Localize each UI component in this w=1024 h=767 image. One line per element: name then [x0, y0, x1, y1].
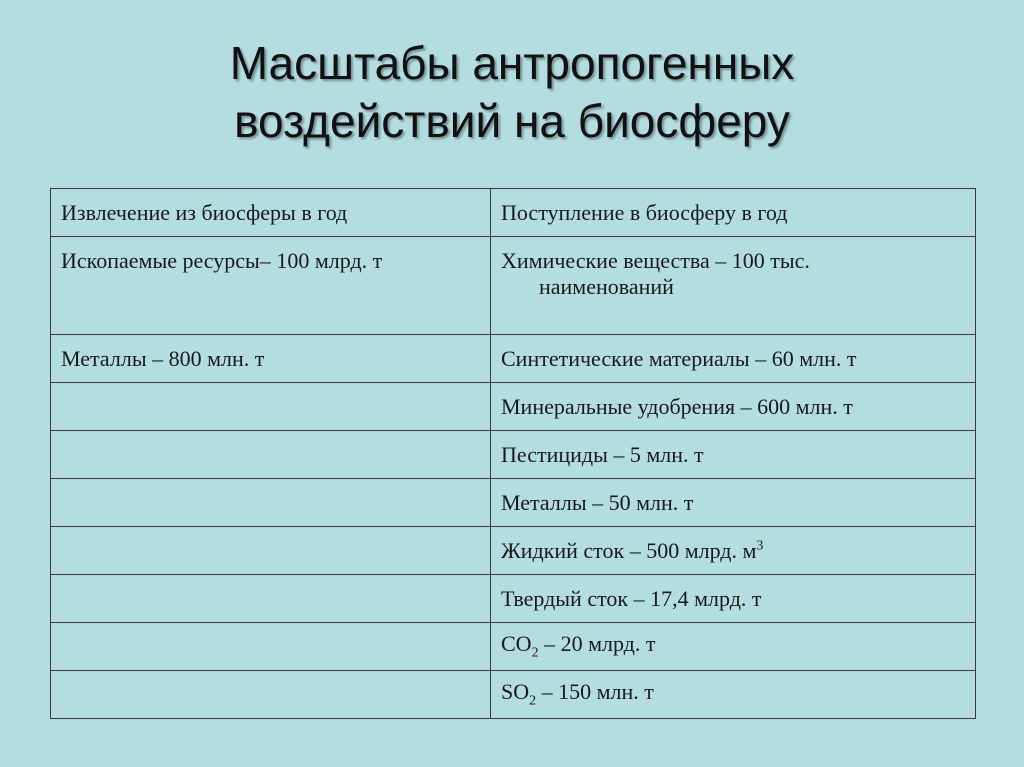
table-row [51, 527, 976, 575]
co2-subscript: 2 [531, 645, 539, 661]
co2-amount: – 20 млрд. т [538, 631, 656, 657]
cell-extraction-fossil: Ископаемые ресурсы– 100 млрд. т [51, 237, 491, 335]
cell-extraction-empty [51, 575, 491, 623]
cell-input-chemicals-line-1: Химические вещества – 100 тыс. [501, 248, 810, 273]
header-extraction: Извлечение из биосферы в год [51, 189, 491, 237]
table-header-row [51, 189, 976, 237]
table-row [51, 671, 976, 719]
cell-input-fertilizers: Минеральные удобрения – 600 млн. т [491, 383, 976, 431]
cell-input-metals: Металлы – 50 млн. т [491, 479, 976, 527]
cell-extraction-empty [51, 479, 491, 527]
slide-title-line-1: Масштабы антропогенных [229, 37, 795, 89]
so2-amount: – 150 млн. т [536, 679, 654, 705]
table-row [51, 431, 976, 479]
cell-input-chemicals [491, 237, 976, 335]
table-row [51, 237, 976, 335]
header-input: Поступление в биосферу в год [491, 189, 976, 237]
so2-formula: SO [501, 679, 530, 705]
cell-input-synthetic: Синтетические материалы – 60 млн. т [491, 335, 976, 383]
cell-extraction-metals: Металлы – 800 млн. т [51, 335, 491, 383]
cell-extraction-empty [51, 431, 491, 479]
biosphere-impact-table [50, 188, 976, 719]
table-row [51, 335, 976, 383]
table-row [51, 479, 976, 527]
cell-input-so2 [491, 671, 976, 719]
cubic-superscript: 3 [756, 538, 764, 554]
cell-input-solid-runoff: Твердый сток – 17,4 млрд. т [491, 575, 976, 623]
so2-subscript: 2 [529, 693, 537, 709]
slide-title [0, 34, 1024, 150]
table-row [51, 623, 976, 671]
table-row [51, 575, 976, 623]
cell-extraction-empty [51, 527, 491, 575]
cell-extraction-empty [51, 383, 491, 431]
cell-input-liquid-runoff [491, 527, 976, 575]
liquid-runoff-text: Жидкий сток – 500 млрд. м [501, 537, 757, 563]
cell-input-co2 [491, 623, 976, 671]
slide-title-line-2: воздействий на биосферу [234, 95, 790, 147]
cell-input-chemicals-line-2: наименований [539, 274, 674, 299]
cell-extraction-empty [51, 623, 491, 671]
table-row [51, 383, 976, 431]
cell-input-pesticides: Пестициды – 5 млн. т [491, 431, 976, 479]
cell-extraction-empty [51, 671, 491, 719]
co2-formula: CO [501, 631, 532, 657]
